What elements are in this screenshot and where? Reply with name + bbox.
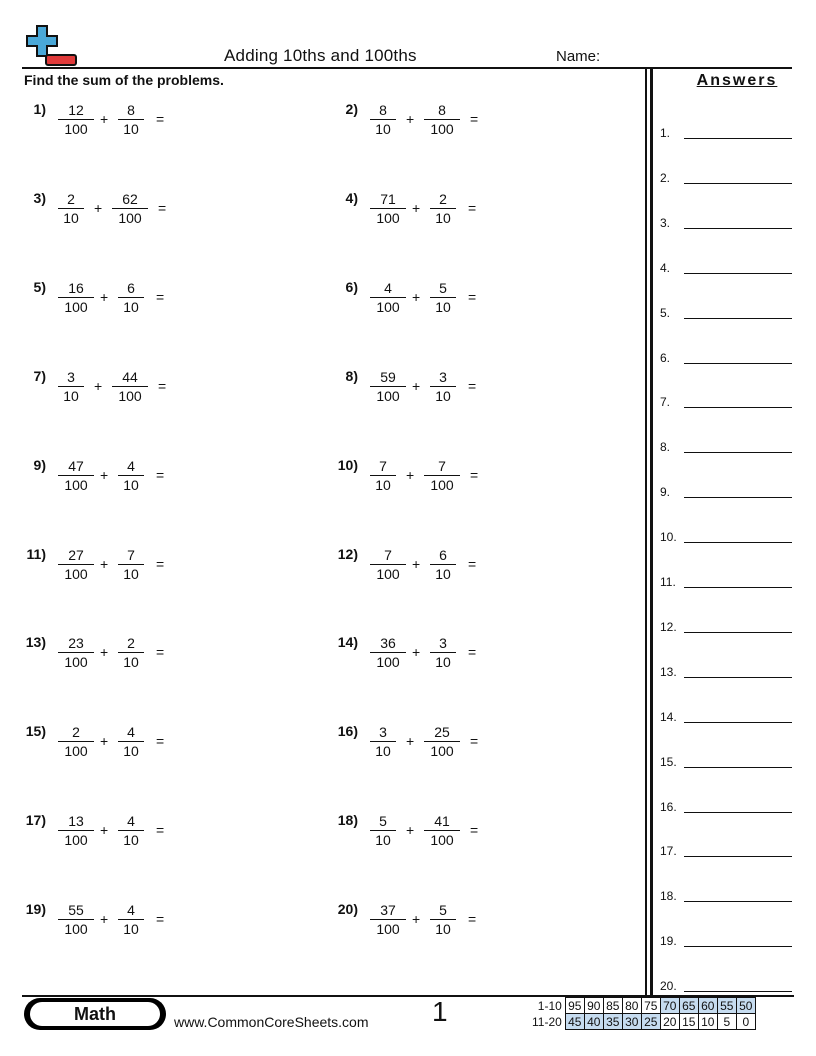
problem-12 xyxy=(334,546,574,596)
numerator: 27 xyxy=(68,546,84,563)
plus-sign: + xyxy=(406,822,415,839)
problem-number: 1) xyxy=(33,101,46,117)
score-cell: 10 xyxy=(698,1014,717,1030)
problem-number: 3) xyxy=(33,189,46,206)
equals-sign: = xyxy=(470,111,479,127)
numerator: 2 xyxy=(72,724,80,741)
answer-line-12[interactable] xyxy=(660,614,794,634)
answer-number: 20. xyxy=(660,979,677,994)
answers-divider-outer xyxy=(645,67,647,995)
fraction-a xyxy=(368,723,398,760)
plus-sign: + xyxy=(406,466,415,483)
fraction-a xyxy=(56,723,96,760)
equals-sign: = xyxy=(468,288,477,305)
plus-sign: + xyxy=(412,199,421,216)
problem-11 xyxy=(22,546,262,596)
answer-blank xyxy=(684,363,792,364)
answer-blank xyxy=(684,318,792,319)
numerator: 12 xyxy=(68,102,84,118)
problem-17 xyxy=(22,812,262,862)
equals-sign: = xyxy=(470,733,479,750)
answer-line-19[interactable] xyxy=(660,928,794,948)
answer-blank xyxy=(684,991,792,992)
problem-10 xyxy=(334,457,574,507)
denominator: 10 xyxy=(435,298,451,315)
numerator: 7 xyxy=(384,546,392,563)
answers-title: Answers xyxy=(696,72,778,89)
numerator: 5 xyxy=(439,279,447,296)
answer-line-2[interactable] xyxy=(660,165,794,185)
answer-blank xyxy=(684,273,792,274)
numerator: 7 xyxy=(379,457,387,474)
fraction-b xyxy=(428,546,458,583)
denominator: 100 xyxy=(376,387,400,404)
worksheet-title: Adding 10ths and 100ths xyxy=(224,46,417,65)
numerator: 47 xyxy=(68,457,84,474)
denominator: 10 xyxy=(375,832,391,849)
denominator: 100 xyxy=(64,743,88,760)
numerator: 36 xyxy=(380,635,396,652)
answer-number: 13. xyxy=(660,664,677,679)
problem-number: 14) xyxy=(337,634,358,651)
score-table xyxy=(530,997,756,1030)
numerator: 4 xyxy=(127,813,135,830)
answer-blank xyxy=(684,767,792,768)
plus-sign: + xyxy=(100,466,109,483)
denominator: 10 xyxy=(123,476,139,493)
answer-number: 12. xyxy=(660,619,677,634)
problem-7 xyxy=(22,368,262,418)
answer-line-6[interactable] xyxy=(660,345,794,365)
answer-number: 10. xyxy=(660,530,677,545)
fraction-a xyxy=(56,901,96,938)
problem-19 xyxy=(22,901,262,951)
equals-sign: = xyxy=(156,911,165,928)
plus-sign: + xyxy=(100,733,109,750)
subject-badge xyxy=(24,998,166,1030)
numerator: 6 xyxy=(127,279,135,296)
numerator: 4 xyxy=(127,902,135,919)
answer-blank xyxy=(684,722,792,723)
answer-number: 17. xyxy=(660,844,677,859)
problem-16 xyxy=(334,723,574,773)
denominator: 10 xyxy=(63,387,79,404)
problem-number: 19) xyxy=(25,901,46,918)
answer-line-4[interactable] xyxy=(660,255,794,275)
numerator: 3 xyxy=(379,724,387,741)
answer-blank xyxy=(684,946,792,947)
score-cell: 35 xyxy=(603,1014,622,1030)
fraction-b xyxy=(116,812,146,849)
answer-number: 18. xyxy=(660,889,677,904)
answer-line-11[interactable] xyxy=(660,569,794,589)
problem-13 xyxy=(22,634,262,684)
fraction-a xyxy=(56,190,86,227)
answer-blank xyxy=(684,407,792,408)
score-row xyxy=(530,1014,755,1030)
fraction-b xyxy=(422,101,462,138)
numerator: 4 xyxy=(384,279,392,296)
fraction-b xyxy=(422,723,462,760)
fraction-b xyxy=(110,190,150,227)
fraction-b xyxy=(116,546,146,583)
numerator: 7 xyxy=(127,546,135,563)
problem-5 xyxy=(22,279,262,329)
subject-label: Math xyxy=(30,1002,160,1026)
answer-number: 3. xyxy=(660,215,671,230)
equals-sign: = xyxy=(468,377,477,394)
answer-blank xyxy=(684,228,792,229)
score-cell: 70 xyxy=(660,998,679,1014)
numerator: 2 xyxy=(439,190,447,207)
score-cell: 0 xyxy=(736,1014,755,1030)
denominator: 10 xyxy=(435,209,451,226)
answer-blank xyxy=(684,632,792,633)
fraction-a xyxy=(368,812,398,849)
fraction-a xyxy=(56,634,96,671)
answers-divider-inner xyxy=(650,67,653,995)
score-cell: 30 xyxy=(622,1014,641,1030)
denominator: 100 xyxy=(430,121,454,137)
fraction-a xyxy=(368,101,398,138)
score-cell: 65 xyxy=(679,998,698,1014)
answer-line-16[interactable] xyxy=(660,794,794,814)
numerator: 4 xyxy=(127,724,135,741)
fraction-a xyxy=(56,279,96,316)
equals-sign: = xyxy=(158,199,167,216)
score-cell: 50 xyxy=(736,998,755,1014)
plus-minus-logo-icon xyxy=(24,24,80,68)
score-cell: 55 xyxy=(717,998,736,1014)
plus-sign: + xyxy=(406,733,415,750)
denominator: 10 xyxy=(435,654,451,671)
answer-number: 9. xyxy=(660,485,671,500)
numerator: 4 xyxy=(127,457,135,474)
problem-18 xyxy=(334,812,574,862)
problem-6 xyxy=(334,279,574,329)
answer-number: 8. xyxy=(660,440,671,455)
denominator: 10 xyxy=(435,921,451,938)
denominator: 100 xyxy=(430,476,454,493)
numerator: 23 xyxy=(68,635,84,652)
fraction-a xyxy=(368,634,408,671)
denominator: 100 xyxy=(430,743,454,760)
equals-sign: = xyxy=(156,466,165,483)
numerator: 62 xyxy=(122,190,138,207)
fraction-b xyxy=(116,101,146,138)
denominator: 10 xyxy=(375,476,391,493)
denominator: 10 xyxy=(123,298,139,315)
equals-sign: = xyxy=(156,555,165,572)
numerator: 8 xyxy=(379,102,387,118)
problem-number: 20) xyxy=(337,901,358,918)
problem-number: 7) xyxy=(33,367,46,384)
fraction-a xyxy=(56,368,86,405)
denominator: 100 xyxy=(376,298,400,315)
denominator: 10 xyxy=(123,743,139,760)
problem-number: 13) xyxy=(25,634,46,651)
denominator: 10 xyxy=(123,921,139,938)
denominator: 100 xyxy=(64,121,88,137)
fraction-a xyxy=(368,279,408,316)
denominator: 10 xyxy=(123,565,139,582)
score-cell: 5 xyxy=(717,1014,736,1030)
answer-line-9[interactable] xyxy=(660,479,794,499)
problem-4 xyxy=(334,190,574,240)
denominator: 100 xyxy=(376,654,400,671)
numerator: 5 xyxy=(379,813,387,830)
fraction-b xyxy=(422,457,462,494)
plus-sign: + xyxy=(100,111,109,127)
plus-sign: + xyxy=(100,555,109,572)
problem-number: 9) xyxy=(33,456,46,473)
answer-line-14[interactable] xyxy=(660,704,794,724)
score-row xyxy=(530,998,755,1014)
answer-blank xyxy=(684,183,792,184)
fraction-a xyxy=(368,457,398,494)
answer-line-18[interactable] xyxy=(660,883,794,903)
problem-number: 17) xyxy=(25,812,46,829)
answer-blank xyxy=(684,812,792,813)
score-range-label: 11-20 xyxy=(532,1014,562,1029)
numerator: 3 xyxy=(67,368,75,385)
plus-sign: + xyxy=(412,644,421,661)
website-text: www.CommonCoreSheets.com xyxy=(174,1014,369,1030)
numerator: 55 xyxy=(68,902,84,919)
equals-sign: = xyxy=(468,911,477,928)
answer-number: 2. xyxy=(660,170,671,185)
problem-3 xyxy=(22,190,262,240)
answer-blank xyxy=(684,542,792,543)
numerator: 71 xyxy=(380,190,396,207)
score-range-label: 1-10 xyxy=(537,998,562,1013)
plus-sign: + xyxy=(412,911,421,928)
numerator: 13 xyxy=(68,813,84,830)
fraction-b xyxy=(116,723,146,760)
denominator: 10 xyxy=(375,743,391,760)
problem-number: 11) xyxy=(26,545,46,562)
equals-sign: = xyxy=(468,644,477,661)
plus-sign: + xyxy=(406,111,415,127)
answer-number: 16. xyxy=(660,799,677,814)
answer-blank xyxy=(684,677,792,678)
denominator: 100 xyxy=(64,654,88,671)
answer-line-1[interactable] xyxy=(660,120,794,140)
fraction-a xyxy=(368,901,408,938)
denominator: 100 xyxy=(64,565,88,582)
equals-sign: = xyxy=(156,288,165,305)
fraction-b xyxy=(110,368,150,405)
score-cell: 20 xyxy=(660,1014,679,1030)
fraction-b xyxy=(428,279,458,316)
answer-line-5[interactable] xyxy=(660,300,794,320)
numerator: 5 xyxy=(439,902,447,919)
score-cell: 85 xyxy=(603,998,622,1014)
plus-sign: + xyxy=(412,288,421,305)
answer-line-8[interactable] xyxy=(660,434,794,454)
fraction-b xyxy=(428,190,458,227)
equals-sign: = xyxy=(156,733,165,750)
answer-line-15[interactable] xyxy=(660,749,794,769)
answer-number: 6. xyxy=(660,350,671,365)
answer-blank xyxy=(684,138,792,139)
fraction-b xyxy=(422,812,462,849)
fraction-a xyxy=(56,101,96,138)
denominator: 10 xyxy=(123,654,139,671)
denominator: 100 xyxy=(64,476,88,493)
numerator: 3 xyxy=(439,635,447,652)
fraction-a xyxy=(56,546,96,583)
fraction-b xyxy=(116,457,146,494)
problem-number: 15) xyxy=(25,723,46,740)
numerator: 44 xyxy=(122,368,138,385)
problem-number: 4) xyxy=(345,189,358,206)
numerator: 41 xyxy=(434,813,450,830)
numerator: 16 xyxy=(68,279,84,296)
denominator: 100 xyxy=(430,832,454,849)
numerator: 25 xyxy=(434,724,450,741)
denominator: 10 xyxy=(375,121,391,137)
fraction-b xyxy=(116,901,146,938)
answer-line-20[interactable] xyxy=(660,973,794,993)
answer-line-10[interactable] xyxy=(660,524,794,544)
denominator: 100 xyxy=(376,565,400,582)
answer-line-7[interactable] xyxy=(660,389,794,409)
fraction-b xyxy=(116,279,146,316)
problem-8 xyxy=(334,368,574,418)
fraction-b xyxy=(428,634,458,671)
fraction-b xyxy=(428,368,458,405)
instructions: Find the sum of the problems. xyxy=(24,72,224,88)
numerator: 59 xyxy=(380,368,396,385)
page-number: 1 xyxy=(432,996,448,1027)
equals-sign: = xyxy=(468,199,477,216)
problem-number: 8) xyxy=(345,367,358,384)
numerator: 3 xyxy=(439,368,447,385)
equals-sign: = xyxy=(156,822,165,839)
plus-sign: + xyxy=(412,555,421,572)
answer-number: 1. xyxy=(660,126,671,140)
numerator: 2 xyxy=(127,635,135,652)
equals-sign: = xyxy=(468,555,477,572)
equals-sign: = xyxy=(470,822,479,839)
denominator: 100 xyxy=(64,921,88,938)
plus-sign: + xyxy=(412,377,421,394)
answer-blank xyxy=(684,452,792,453)
fraction-a xyxy=(56,812,96,849)
fraction-a xyxy=(368,546,408,583)
answer-number: 14. xyxy=(660,709,677,724)
plus-sign: + xyxy=(100,644,109,661)
plus-sign: + xyxy=(94,377,103,394)
score-cell: 25 xyxy=(641,1014,660,1030)
score-cell: 90 xyxy=(584,998,603,1014)
answer-number: 7. xyxy=(660,395,671,410)
score-cell: 95 xyxy=(565,998,584,1014)
answer-number: 11. xyxy=(660,575,676,589)
answer-number: 19. xyxy=(660,934,677,949)
denominator: 10 xyxy=(63,209,79,226)
name-label: Name: xyxy=(556,48,601,65)
fraction-a xyxy=(368,190,408,227)
answer-number: 5. xyxy=(660,305,671,320)
answer-number: 4. xyxy=(660,260,671,275)
answer-blank xyxy=(684,497,792,498)
numerator: 7 xyxy=(438,457,446,474)
fraction-b xyxy=(428,901,458,938)
problem-9 xyxy=(22,457,262,507)
denominator: 100 xyxy=(118,209,142,226)
score-cell: 40 xyxy=(584,1014,603,1030)
denominator: 100 xyxy=(118,387,142,404)
fraction-a xyxy=(56,457,96,494)
equals-sign: = xyxy=(470,466,479,483)
header-rule xyxy=(22,67,792,69)
problem-number: 18) xyxy=(337,812,358,829)
denominator: 10 xyxy=(435,387,451,404)
numerator: 8 xyxy=(438,102,446,118)
problem-14 xyxy=(334,634,574,684)
problem-number: 5) xyxy=(33,278,46,295)
numerator: 2 xyxy=(67,190,75,207)
answer-blank xyxy=(684,587,792,588)
answer-line-3[interactable] xyxy=(660,210,794,230)
equals-sign: = xyxy=(156,644,165,661)
answer-line-13[interactable] xyxy=(660,659,794,679)
problem-2 xyxy=(334,101,574,151)
denominator: 10 xyxy=(123,832,139,849)
answer-blank xyxy=(684,901,792,902)
problem-number: 6) xyxy=(345,278,358,295)
score-cell: 75 xyxy=(641,998,660,1014)
numerator: 37 xyxy=(380,902,396,919)
denominator: 100 xyxy=(64,832,88,849)
denominator: 100 xyxy=(376,921,400,938)
denominator: 100 xyxy=(376,209,400,226)
denominator: 10 xyxy=(123,121,139,137)
denominator: 100 xyxy=(64,298,88,315)
plus-sign: + xyxy=(94,199,103,216)
problem-20 xyxy=(334,901,574,951)
plus-sign: + xyxy=(100,288,109,305)
score-cell: 60 xyxy=(698,998,717,1014)
problem-number: 12) xyxy=(337,545,358,562)
problem-1 xyxy=(22,101,262,151)
answer-line-17[interactable] xyxy=(660,838,794,858)
equals-sign: = xyxy=(156,111,165,127)
problem-number: 10) xyxy=(337,456,358,473)
equals-sign: = xyxy=(158,377,167,394)
fraction-a xyxy=(368,368,408,405)
answer-number: 15. xyxy=(660,754,677,769)
score-cell: 80 xyxy=(622,998,641,1014)
answer-blank xyxy=(684,856,792,857)
plus-sign: + xyxy=(100,911,109,928)
plus-sign: + xyxy=(100,822,109,839)
problem-number: 16) xyxy=(337,723,358,740)
score-cell: 15 xyxy=(679,1014,698,1030)
problem-number: 2) xyxy=(345,101,358,117)
numerator: 6 xyxy=(439,546,447,563)
score-cell: 45 xyxy=(565,1014,584,1030)
numerator: 8 xyxy=(127,102,135,118)
fraction-b xyxy=(116,634,146,671)
problem-15 xyxy=(22,723,262,773)
denominator: 10 xyxy=(435,565,451,582)
